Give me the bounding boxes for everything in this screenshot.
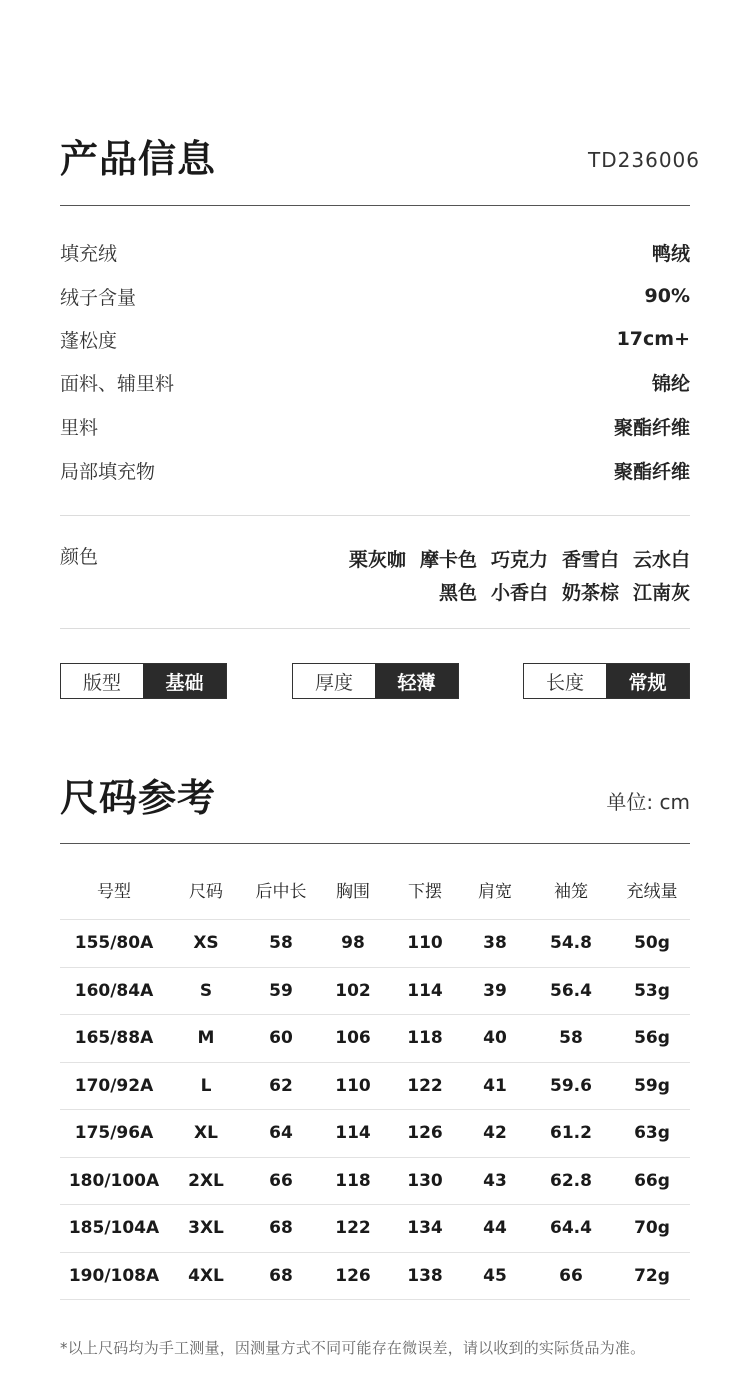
table-cell: 58 — [559, 1028, 583, 1049]
table-cell: 59 — [269, 980, 293, 1001]
info-value: 鸭绒 — [651, 242, 690, 265]
table-cell: 190/108A — [68, 1265, 160, 1286]
info-value: 聚酯纤维 — [613, 416, 690, 439]
table-cell: 38 — [483, 933, 507, 954]
color-option: 云水白 — [632, 549, 690, 571]
header-cell: 袖笼 — [554, 882, 588, 902]
table-cell: 72g — [634, 1265, 670, 1286]
table-row — [60, 1110, 690, 1158]
table-cell: 122 — [335, 1218, 371, 1239]
product-info-title: 产品信息 — [60, 137, 217, 181]
color-option: 奶茶棕 — [561, 582, 619, 604]
size-table — [60, 860, 690, 1300]
info-label: 面料、辅里料 — [60, 372, 175, 395]
table-cell: 2XL — [188, 1170, 224, 1191]
tag-thickness — [292, 663, 459, 699]
color-option: 栗灰咖 — [348, 549, 406, 571]
table-cell: 40 — [483, 1028, 507, 1049]
info-label: 填充绒 — [60, 242, 118, 265]
table-cell: 114 — [335, 1123, 371, 1144]
info-row-fluffiness — [60, 324, 690, 354]
table-cell: 114 — [407, 980, 443, 1001]
table-cell: 180/100A — [68, 1170, 160, 1191]
header-cell: 后中长 — [255, 882, 307, 902]
table-cell: 3XL — [188, 1218, 224, 1239]
table-cell: 110 — [335, 1075, 371, 1096]
table-cell: 170/92A — [74, 1075, 154, 1096]
measurement-note: *以上尺码均为手工测量，因测量方式不同可能存在微误差，请以收到的实际货品为准。 — [60, 1339, 646, 1357]
table-cell: 54.8 — [550, 933, 592, 954]
info-value: 锦纶 — [651, 372, 690, 395]
divider — [60, 843, 690, 844]
table-cell: 4XL — [188, 1265, 224, 1286]
header-cell: 尺码 — [189, 882, 223, 902]
table-cell: 66 — [269, 1170, 293, 1191]
table-cell: 42 — [483, 1123, 507, 1144]
table-cell: 41 — [483, 1075, 507, 1096]
table-cell: 66g — [634, 1170, 670, 1191]
tag-key: 厚度 — [293, 664, 375, 698]
table-cell: 45 — [483, 1265, 507, 1286]
table-row — [60, 1253, 690, 1301]
color-label: 颜色 — [60, 546, 99, 568]
table-cell: 39 — [483, 980, 507, 1001]
color-list-line-2 — [439, 578, 690, 605]
table-cell: 58 — [269, 933, 293, 954]
product-code: TD236006 — [588, 148, 700, 172]
table-row — [60, 1015, 690, 1063]
table-cell: 165/88A — [74, 1028, 154, 1049]
header-cell: 号型 — [97, 882, 131, 902]
table-cell: XS — [193, 933, 219, 954]
table-row — [60, 1158, 690, 1206]
table-cell: 60 — [269, 1028, 293, 1049]
table-cell: 59.6 — [550, 1075, 592, 1096]
info-value: 17cm+ — [616, 328, 690, 350]
divider — [60, 515, 690, 516]
table-cell: 56.4 — [550, 980, 592, 1001]
tag-value: 基础 — [143, 664, 226, 698]
table-cell: 134 — [407, 1218, 443, 1239]
table-cell: 155/80A — [74, 933, 154, 954]
table-cell: 110 — [407, 933, 443, 954]
color-option: 小香白 — [490, 582, 548, 604]
color-list-line-1 — [349, 545, 690, 572]
divider — [60, 628, 690, 629]
table-cell: L — [200, 1075, 212, 1096]
table-cell: 50g — [634, 933, 670, 954]
table-cell: 118 — [407, 1028, 443, 1049]
info-label: 绒子含量 — [60, 286, 137, 309]
info-label: 蓬松度 — [60, 329, 118, 352]
table-cell: 66 — [559, 1265, 583, 1286]
table-cell: 126 — [407, 1123, 443, 1144]
info-row-down-content — [60, 281, 690, 311]
info-label: 里料 — [60, 416, 99, 439]
table-cell: 118 — [335, 1170, 371, 1191]
tag-key: 版型 — [61, 664, 143, 698]
table-cell: 63g — [634, 1123, 670, 1144]
table-cell: 64 — [269, 1123, 293, 1144]
color-option: 巧克力 — [490, 549, 548, 571]
table-cell: 70g — [634, 1218, 670, 1239]
table-cell: 68 — [269, 1265, 293, 1286]
tag-key: 长度 — [524, 664, 606, 698]
table-cell: S — [199, 980, 213, 1001]
header-cell: 下摆 — [408, 882, 442, 902]
info-value: 90% — [644, 285, 690, 307]
table-cell: 122 — [407, 1075, 443, 1096]
info-row-fabric — [60, 367, 690, 397]
table-cell: 185/104A — [68, 1218, 160, 1239]
divider — [60, 205, 690, 206]
table-cell: 106 — [335, 1028, 371, 1049]
table-cell: 130 — [407, 1170, 443, 1191]
table-cell: 56g — [634, 1028, 670, 1049]
table-header — [60, 860, 690, 920]
table-cell: 175/96A — [74, 1123, 154, 1144]
table-cell: 59g — [634, 1075, 670, 1096]
color-option: 江南灰 — [632, 582, 690, 604]
table-cell: 102 — [335, 980, 371, 1001]
header-cell: 充绒量 — [626, 882, 678, 902]
table-cell: 43 — [483, 1170, 507, 1191]
table-cell: 62.8 — [550, 1170, 592, 1191]
info-row-fill — [60, 237, 690, 267]
color-option: 黑色 — [438, 582, 477, 604]
tag-value: 轻薄 — [375, 664, 458, 698]
table-cell: 126 — [335, 1265, 371, 1286]
info-row-lining — [60, 411, 690, 441]
table-cell: 160/84A — [74, 980, 154, 1001]
size-ref-title: 尺码参考 — [60, 776, 217, 820]
info-row-partial-fill — [60, 455, 690, 485]
color-option: 摩卡色 — [419, 549, 477, 571]
header-cell: 肩宽 — [478, 882, 512, 902]
table-cell: 44 — [483, 1218, 507, 1239]
table-cell: 62 — [269, 1075, 293, 1096]
unit-label: 单位: cm — [606, 790, 690, 814]
table-cell: 53g — [634, 980, 670, 1001]
tag-length — [523, 663, 690, 699]
table-cell: 64.4 — [550, 1218, 592, 1239]
table-cell: 138 — [407, 1265, 443, 1286]
table-row — [60, 968, 690, 1016]
color-option: 香雪白 — [561, 549, 619, 571]
table-row — [60, 1205, 690, 1253]
table-row — [60, 920, 690, 968]
info-value: 聚酯纤维 — [613, 460, 690, 483]
header-cell: 胸围 — [336, 882, 370, 902]
table-cell: M — [197, 1028, 215, 1049]
tag-fit — [60, 663, 227, 699]
tag-value: 常规 — [606, 664, 689, 698]
table-cell: 98 — [341, 933, 365, 954]
table-row — [60, 1063, 690, 1111]
table-cell: XL — [194, 1123, 218, 1144]
table-cell: 68 — [269, 1218, 293, 1239]
info-label: 局部填充物 — [60, 460, 156, 483]
table-cell: 61.2 — [550, 1123, 592, 1144]
